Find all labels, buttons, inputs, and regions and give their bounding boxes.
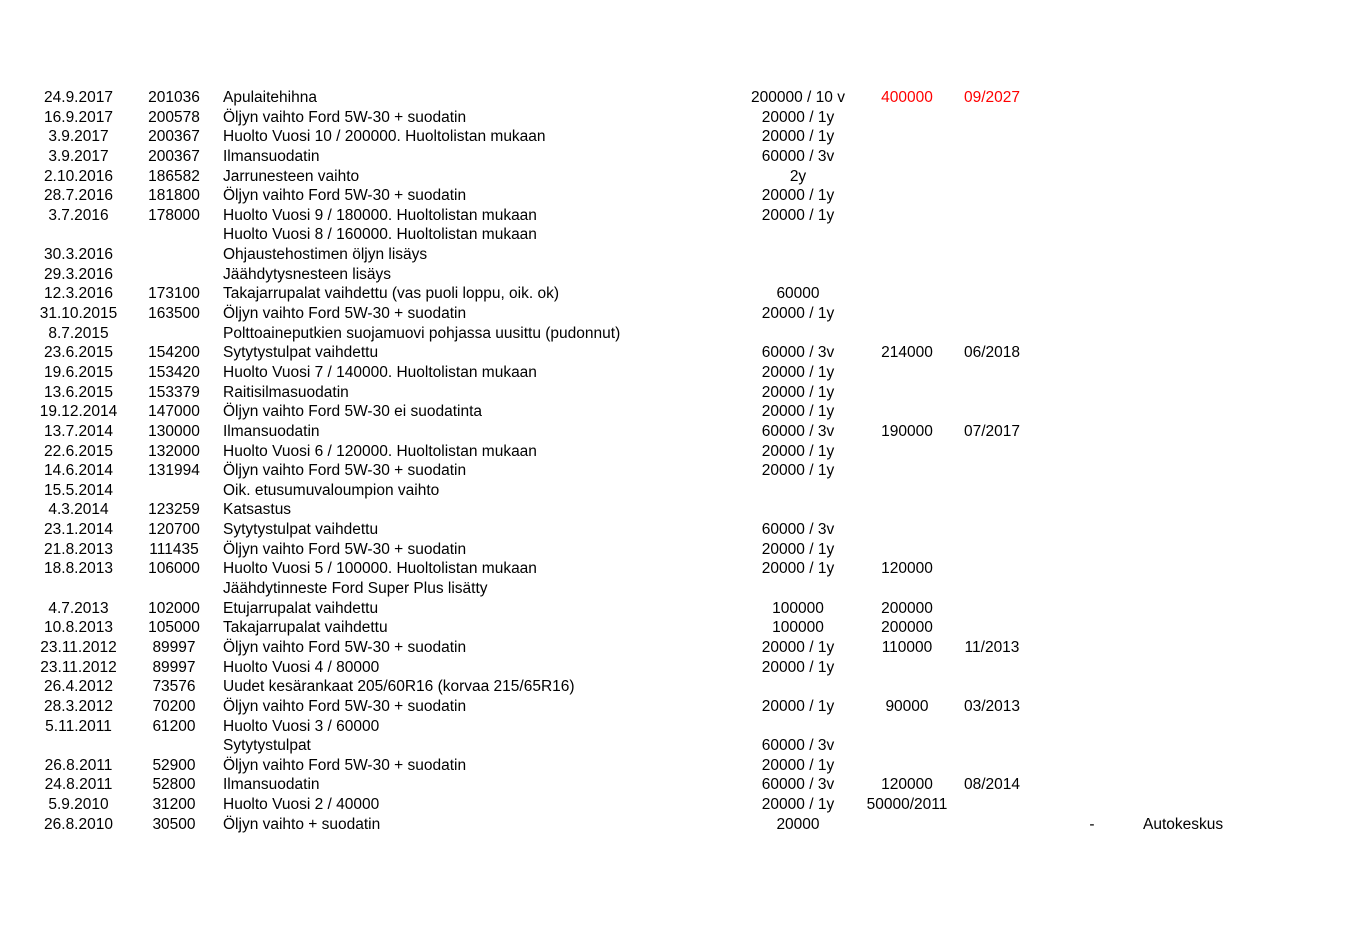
cell-date: 4.3.2014	[48, 501, 109, 519]
cell-description: Öljyn vaihto Ford 5W-30 + suodatin	[223, 462, 467, 480]
cell-description: Ilmansuodatin	[223, 422, 320, 440]
cell-interval: 20000 / 1y	[761, 206, 835, 224]
cell-km: 31200	[152, 796, 196, 814]
cell-next-date: 07/2017	[963, 422, 1021, 440]
cell-description: Raitisilmasuodatin	[223, 383, 349, 401]
cell-description: Huolto Vuosi 3 / 60000	[223, 717, 380, 735]
table-row	[0, 284, 1350, 304]
cell-km: 30500	[152, 815, 196, 833]
cell-km: 178000	[148, 206, 200, 224]
cell-interval: 20000 / 1y	[761, 403, 835, 421]
table-row	[0, 206, 1350, 226]
cell-km: 147000	[148, 403, 200, 421]
cell-description: Polttoaineputkien suojamuovi pohjassa uusittu (pudonnut)	[223, 324, 621, 342]
cell-date: 10.8.2013	[44, 619, 113, 637]
table-row	[0, 88, 1350, 108]
cell-date: 30.3.2016	[44, 246, 113, 264]
cell-date: 3.9.2017	[48, 147, 109, 165]
cell-date: 26.8.2010	[44, 815, 113, 833]
cell-date: 4.7.2013	[48, 599, 109, 617]
cell-description: Sytytystulpat	[223, 737, 311, 755]
table-row	[0, 422, 1350, 442]
table-row	[0, 500, 1350, 520]
cell-next-date: 06/2018	[963, 344, 1021, 362]
cell-description: Huolto Vuosi 10 / 200000. Huoltolistan mukaan	[223, 128, 546, 146]
cell-description: Öljyn vaihto Ford 5W-30 ei suodatinta	[223, 403, 483, 421]
cell-description: Jäähdytysnesteen lisäys	[223, 265, 392, 283]
cell-km: 70200	[152, 697, 196, 715]
cell-km: 201036	[148, 89, 200, 106]
cell-interval: 20000 / 1y	[761, 442, 835, 460]
cell-date: 3.9.2017	[48, 128, 109, 146]
table-row	[0, 108, 1350, 128]
cell-date: 31.10.2015	[39, 305, 118, 323]
table-row	[0, 697, 1350, 717]
cell-interval: 20000 / 1y	[761, 187, 835, 205]
cell-interval: 100000	[772, 619, 824, 637]
cell-km: 61200	[152, 717, 196, 735]
cell-interval: 20000 / 1y	[761, 462, 835, 480]
table-row	[0, 147, 1350, 167]
cell-interval: 20000 / 1y	[761, 658, 835, 676]
table-row	[0, 775, 1350, 795]
cell-interval: 60000 / 3v	[761, 422, 835, 440]
table-row	[0, 559, 1350, 579]
table-row	[0, 756, 1350, 776]
cell-interval: 20000 / 1y	[761, 305, 835, 323]
cell-description: Ilmansuodatin	[223, 147, 320, 165]
cell-interval: 20000 / 1y	[761, 560, 835, 578]
table-row	[0, 540, 1350, 560]
table-row	[0, 383, 1350, 403]
table-row	[0, 481, 1350, 501]
cell-interval: 100000	[772, 599, 824, 617]
cell-description: Huolto Vuosi 6 / 120000. Huoltolistan mukaan	[223, 442, 537, 460]
cell-km: 120700	[148, 521, 200, 539]
cell-interval: 60000 / 3v	[761, 737, 835, 755]
cell-km: 105000	[148, 619, 200, 637]
cell-date: 24.8.2011	[44, 776, 113, 794]
table-row	[0, 225, 1350, 245]
table-row	[0, 795, 1350, 815]
cell-description: Öljyn vaihto Ford 5W-30 + suodatin	[223, 756, 467, 774]
cell-date: 2.10.2016	[44, 167, 113, 185]
cell-description: Öljyn vaihto + suodatin	[223, 815, 381, 833]
cell-date: 5.9.2010	[48, 796, 109, 814]
cell-next-km: 400000	[881, 89, 933, 106]
cell-next-km: 90000	[885, 697, 929, 715]
cell-description: Sytytystulpat vaihdettu	[223, 521, 379, 539]
cell-interval: 20000 / 1y	[761, 756, 835, 774]
table-row	[0, 245, 1350, 265]
cell-description: Jäähdytinneste Ford Super Plus lisätty	[223, 580, 488, 598]
cell-description: Jarrunesteen vaihto	[223, 167, 360, 185]
cell-date: 28.7.2016	[44, 187, 113, 205]
cell-description: Takajarrupalat vaihdettu (vas puoli loppu, oik. ok)	[223, 285, 560, 303]
cell-km: 173100	[148, 285, 200, 303]
table-row	[0, 658, 1350, 678]
cell-km: 153420	[148, 363, 200, 381]
cell-description: Ohjaustehostimen öljyn lisäys	[223, 246, 428, 264]
cell-km: 200578	[148, 108, 200, 126]
cell-description: Oik. etusumuvaloumpion vaihto	[223, 481, 440, 499]
cell-date: 15.5.2014	[44, 481, 113, 499]
cell-interval: 20000 / 1y	[761, 383, 835, 401]
table-row	[0, 618, 1350, 638]
cell-km: 163500	[148, 305, 200, 323]
cell-description: Öljyn vaihto Ford 5W-30 + suodatin	[223, 187, 467, 205]
table-row	[0, 638, 1350, 658]
cell-km: 123259	[148, 501, 200, 519]
cell-description: Huolto Vuosi 8 / 160000. Huoltolistan mukaan	[223, 226, 537, 244]
cell-description: Öljyn vaihto Ford 5W-30 + suodatin	[223, 638, 467, 656]
cell-interval: 20000 / 1y	[761, 638, 835, 656]
table-row	[0, 343, 1350, 363]
cell-next-date: 09/2027	[963, 89, 1021, 106]
cell-date: 26.8.2011	[44, 756, 113, 774]
cell-date: 13.7.2014	[44, 422, 113, 440]
cell-next-km: 200000	[881, 619, 933, 637]
table-row	[0, 186, 1350, 206]
cell-date: 28.3.2012	[44, 697, 113, 715]
cell-description: Öljyn vaihto Ford 5W-30 + suodatin	[223, 108, 467, 126]
cell-date: 14.6.2014	[44, 462, 113, 480]
cell-description: Takajarrupalat vaihdettu	[223, 619, 388, 637]
cell-km: 186582	[148, 167, 200, 185]
cell-interval: 60000 / 3v	[761, 147, 835, 165]
cell-km: 106000	[148, 560, 200, 578]
cell-date: 12.3.2016	[44, 285, 113, 303]
cell-interval: 200000 / 10 v	[751, 89, 845, 106]
cell-date: 8.7.2015	[48, 324, 109, 342]
cell-date: 22.6.2015	[44, 442, 113, 460]
cell-km: 102000	[148, 599, 200, 617]
cell-next-date: 08/2014	[963, 776, 1021, 794]
cell-description: Etujarrupalat vaihdettu	[223, 599, 379, 617]
cell-description: Öljyn vaihto Ford 5W-30 + suodatin	[223, 697, 467, 715]
table-row	[0, 520, 1350, 540]
cell-date: 18.8.2013	[44, 560, 113, 578]
cell-description: Huolto Vuosi 9 / 180000. Huoltolistan mukaan	[223, 206, 537, 224]
cell-date: 16.9.2017	[44, 108, 113, 126]
cell-description: Huolto Vuosi 4 / 80000	[223, 658, 380, 676]
cell-km: 154200	[148, 344, 200, 362]
cell-description: Huolto Vuosi 2 / 40000	[223, 796, 380, 814]
cell-next-km: 120000	[881, 776, 933, 794]
table-row	[0, 815, 1350, 835]
cell-interval: 20000 / 1y	[761, 128, 835, 146]
cell-next-km: 50000/2011	[866, 796, 948, 814]
cell-km: 73576	[152, 678, 196, 696]
cell-km: 200367	[148, 128, 200, 146]
cell-km: 200367	[148, 147, 200, 165]
cell-next-date: 03/2013	[963, 697, 1021, 715]
cell-km: 130000	[148, 422, 200, 440]
table-row	[0, 363, 1350, 383]
cell-interval: 2y	[789, 167, 807, 185]
cell-km: 181800	[148, 187, 200, 205]
cell-description: Apulaitehihna	[223, 89, 317, 106]
cell-km: 131994	[148, 462, 200, 480]
cell-date: 5.11.2011	[45, 717, 112, 735]
table-row	[0, 265, 1350, 285]
cell-date: 29.3.2016	[44, 265, 113, 283]
cell-km: 52800	[152, 776, 196, 794]
cell-date: 23.11.2012	[40, 658, 117, 676]
cell-km: 52900	[152, 756, 196, 774]
cell-description: Huolto Vuosi 7 / 140000. Huoltolistan mukaan	[223, 363, 537, 381]
table-row	[0, 677, 1350, 697]
cell-km: 132000	[148, 442, 200, 460]
cell-next-date: 11/2013	[964, 638, 1020, 656]
cell-date: 24.9.2017	[44, 89, 113, 106]
cell-extra-dash: -	[1089, 815, 1095, 833]
cell-description: Sytytystulpat vaihdettu	[223, 344, 379, 362]
cell-next-km: 110000	[881, 638, 933, 656]
cell-description: Huolto Vuosi 5 / 100000. Huoltolistan mukaan	[223, 560, 537, 578]
cell-interval: 20000 / 1y	[761, 697, 835, 715]
cell-interval: 20000 / 1y	[761, 363, 835, 381]
cell-description: Uudet kesärankaat 205/60R16 (korvaa 215/65R16)	[223, 678, 575, 696]
cell-next-km: 214000	[881, 344, 933, 362]
table-row	[0, 127, 1350, 147]
cell-date: 23.1.2014	[44, 521, 113, 539]
cell-date: 19.12.2014	[39, 403, 118, 421]
cell-km: 153379	[148, 383, 200, 401]
table-row	[0, 461, 1350, 481]
cell-date: 23.6.2015	[44, 344, 113, 362]
cell-date: 19.6.2015	[44, 363, 113, 381]
cell-km: 111435	[149, 540, 199, 558]
cell-km: 89997	[152, 638, 196, 656]
cell-interval: 60000 / 3v	[761, 521, 835, 539]
cell-description: Katsastus	[223, 501, 292, 519]
table-row	[0, 324, 1350, 344]
cell-interval: 60000	[776, 285, 820, 303]
table-row	[0, 599, 1350, 619]
cell-interval: 60000 / 3v	[761, 776, 835, 794]
table-row	[0, 402, 1350, 422]
cell-interval: 20000 / 1y	[761, 796, 835, 814]
cell-date: 23.11.2012	[40, 638, 117, 656]
cell-description: Öljyn vaihto Ford 5W-30 + suodatin	[223, 305, 467, 323]
cell-km: 89997	[152, 658, 196, 676]
cell-date: 21.8.2013	[44, 540, 113, 558]
maintenance-log-sheet	[0, 88, 1350, 834]
cell-interval: 20000 / 1y	[761, 108, 835, 126]
cell-description: Ilmansuodatin	[223, 776, 320, 794]
table-row	[0, 717, 1350, 737]
table-row	[0, 167, 1350, 187]
cell-interval: 20000	[776, 815, 820, 833]
cell-extra-note: Autokeskus	[1143, 815, 1224, 833]
cell-interval: 60000 / 3v	[761, 344, 835, 362]
cell-date: 13.6.2015	[44, 383, 113, 401]
table-row	[0, 304, 1350, 324]
cell-next-km: 190000	[881, 422, 933, 440]
cell-date: 3.7.2016	[48, 206, 109, 224]
cell-date: 26.4.2012	[44, 678, 113, 696]
table-row	[0, 442, 1350, 462]
table-row	[0, 736, 1350, 756]
table-row	[0, 579, 1350, 599]
cell-next-km: 120000	[881, 560, 933, 578]
cell-interval: 20000 / 1y	[761, 540, 835, 558]
cell-description: Öljyn vaihto Ford 5W-30 + suodatin	[223, 540, 467, 558]
cell-next-km: 200000	[881, 599, 933, 617]
